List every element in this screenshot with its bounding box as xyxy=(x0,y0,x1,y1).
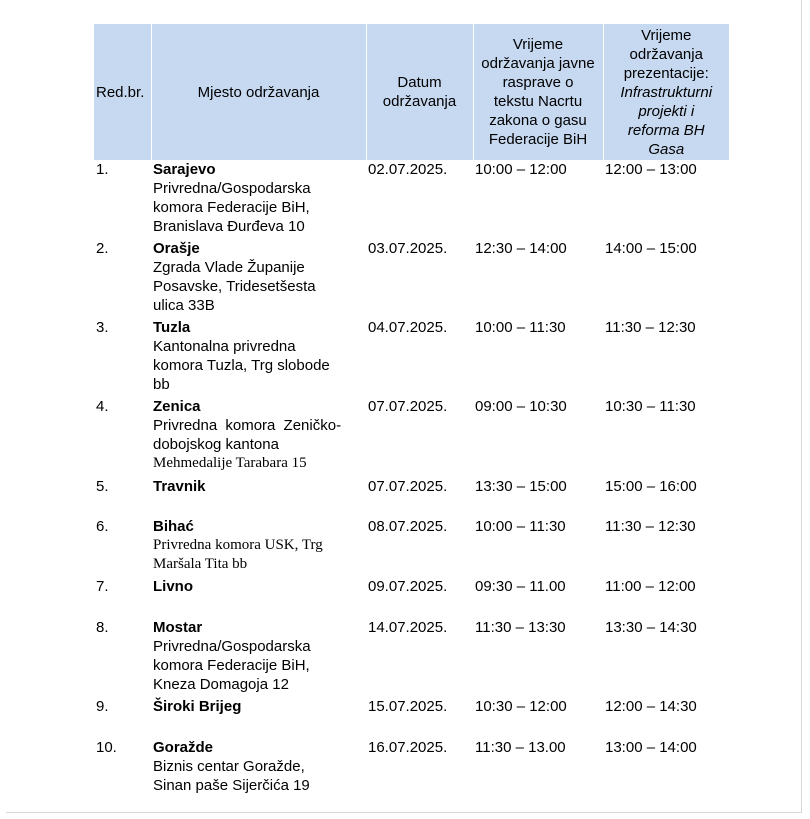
place-name: Mostar xyxy=(153,619,203,636)
row-place xyxy=(151,697,366,738)
row-date: 03.07.2025. xyxy=(368,240,448,257)
table-row xyxy=(94,577,729,618)
place-address-line: Privredna komora USK, Trg xyxy=(153,537,323,553)
row-hearing-time: 10:00 – 12:00 xyxy=(475,161,567,178)
table-row xyxy=(94,239,729,318)
row-hearing-time: 13:30 – 15:00 xyxy=(475,478,567,495)
row-place xyxy=(151,318,366,397)
table-row xyxy=(94,477,729,517)
row-date: 16.07.2025. xyxy=(368,739,448,756)
place-address-line: dobojskog kantona xyxy=(153,436,279,453)
header-hearing-line: Vrijeme xyxy=(512,36,564,53)
place-name: Zenica xyxy=(153,398,201,415)
place-address-line: Kneza Domagoja 12 xyxy=(153,676,289,693)
row-presentation-time: 11:00 – 12:00 xyxy=(605,578,696,595)
table-row xyxy=(94,318,729,397)
row-date: 08.07.2025. xyxy=(368,518,448,535)
row-presentation-time: 14:00 – 15:00 xyxy=(605,240,697,257)
header-hearing-line: rasprave o xyxy=(502,74,574,91)
place-address-line: Kantonalna privredna xyxy=(153,338,296,355)
place-address-line: Posavske, Tridesetšesta xyxy=(153,278,316,295)
place-address-line: Zgrada Vlade Županije xyxy=(153,259,305,276)
header-hearing-line: Federacije BiH xyxy=(488,131,588,148)
place-address-line: komora Federacije BiH, xyxy=(153,657,310,674)
header-row xyxy=(94,24,729,160)
place-address-line: komora Federacije BiH, xyxy=(153,199,310,216)
place-name: Orašje xyxy=(153,240,200,257)
row-hearing-time: 10:00 – 11:30 xyxy=(475,518,566,535)
table-row xyxy=(94,738,729,798)
place-name: Bihać xyxy=(153,518,194,535)
header-place: Mjesto održavanja xyxy=(151,24,366,160)
row-presentation-time: 10:30 – 11:30 xyxy=(605,398,696,415)
header-presentation-line: Infrastrukturni xyxy=(620,83,713,101)
row-number: 2. xyxy=(96,240,109,257)
place-address-line: Privredna/Gospodarska xyxy=(153,180,311,197)
table-row xyxy=(94,517,729,577)
row-hearing-time: 12:30 – 14:00 xyxy=(475,240,567,257)
row-presentation-time: 13:30 – 14:30 xyxy=(605,619,697,636)
header-date-line: Datum xyxy=(397,74,442,91)
row-presentation-time: 12:00 – 14:30 xyxy=(605,698,697,715)
row-place xyxy=(151,397,366,477)
header-date-line: održavanja xyxy=(382,93,457,110)
row-number: 3. xyxy=(96,319,109,336)
row-date: 15.07.2025. xyxy=(368,698,448,715)
row-presentation-time: 15:00 – 16:00 xyxy=(605,478,697,495)
table-row xyxy=(94,618,729,697)
place-address-line: Privredna/Gospodarska xyxy=(153,638,311,655)
row-date: 07.07.2025. xyxy=(368,398,448,415)
row-place xyxy=(151,517,366,577)
row-date: 04.07.2025. xyxy=(368,319,448,336)
row-date: 02.07.2025. xyxy=(368,161,448,178)
header-presentation-line: održavanja xyxy=(629,45,703,63)
row-number: 1. xyxy=(96,161,109,178)
row-number: 7. xyxy=(96,578,109,595)
row-number: 6. xyxy=(96,518,109,535)
row-number: 5. xyxy=(96,478,109,495)
row-presentation-time: 11:30 – 12:30 xyxy=(605,319,696,336)
place-address-line: Maršala Tita bb xyxy=(153,556,248,572)
row-hearing-time: 10:00 – 11:30 xyxy=(475,319,566,336)
table-row xyxy=(94,160,729,239)
row-date: 14.07.2025. xyxy=(368,619,448,636)
place-address-line: bb xyxy=(153,376,170,393)
row-hearing-time: 09:30 – 11.00 xyxy=(475,578,566,595)
header-hearing-line: zakona o gasu xyxy=(489,112,587,129)
row-number: 8. xyxy=(96,619,109,636)
table-row xyxy=(94,697,729,738)
header-presentation-line: Gasa xyxy=(648,140,685,158)
row-hearing-time: 10:30 – 12:00 xyxy=(475,698,567,715)
place-address-line: Privredna komora Zeničko- xyxy=(153,417,342,434)
header-date xyxy=(366,24,473,160)
place-name: Široki Brijeg xyxy=(153,698,242,715)
header-presentation-line: reforma BH xyxy=(627,121,705,139)
place-address-line: ulica 33B xyxy=(153,297,215,314)
row-presentation-time: 12:00 – 13:00 xyxy=(605,161,697,178)
row-number: 4. xyxy=(96,398,109,415)
place-name: Tuzla xyxy=(153,319,191,336)
row-place xyxy=(151,618,366,697)
header-presentation-line: prezentacije: xyxy=(623,64,709,82)
header-presentation-line: Vrijeme xyxy=(641,26,692,44)
place-address-line: Biznis centar Goražde, xyxy=(153,758,305,775)
row-presentation-time: 11:30 – 12:30 xyxy=(605,518,696,535)
row-place xyxy=(151,239,366,318)
place-address-line: Branislava Đurđeva 10 xyxy=(153,218,305,235)
table-row xyxy=(94,397,729,477)
place-name: Livno xyxy=(153,578,193,595)
header-hearing-line: tekstu Nacrtu xyxy=(493,93,583,110)
row-hearing-time: 09:00 – 10:30 xyxy=(475,398,567,415)
place-name: Travnik xyxy=(153,478,206,495)
row-number: 9. xyxy=(96,698,109,715)
header-presentation-time xyxy=(603,24,729,160)
row-place xyxy=(151,160,366,239)
row-hearing-time: 11:30 – 13.00 xyxy=(475,739,566,756)
row-number: 10. xyxy=(96,739,117,756)
row-place xyxy=(151,738,366,798)
row-place xyxy=(151,477,366,517)
row-hearing-time: 11:30 – 13:30 xyxy=(475,619,566,636)
header-presentation-line: projekti i xyxy=(638,102,695,120)
place-name: Goražde xyxy=(153,739,214,756)
row-date: 07.07.2025. xyxy=(368,478,448,495)
place-address-line: komora Tuzla, Trg slobode xyxy=(153,357,330,374)
header-no: Red.br. xyxy=(94,24,151,160)
header-hearing-time xyxy=(473,24,603,160)
place-address-line: Mehmedalije Tarabara 15 xyxy=(153,455,307,471)
header-hearing-line: održavanja javne xyxy=(481,55,595,72)
row-date: 09.07.2025. xyxy=(368,578,448,595)
schedule-table xyxy=(94,24,729,798)
row-presentation-time: 13:00 – 14:00 xyxy=(605,739,697,756)
place-address-line: Sinan paše Sijerčića 19 xyxy=(153,777,310,794)
place-name: Sarajevo xyxy=(153,161,216,178)
row-place xyxy=(151,577,366,618)
